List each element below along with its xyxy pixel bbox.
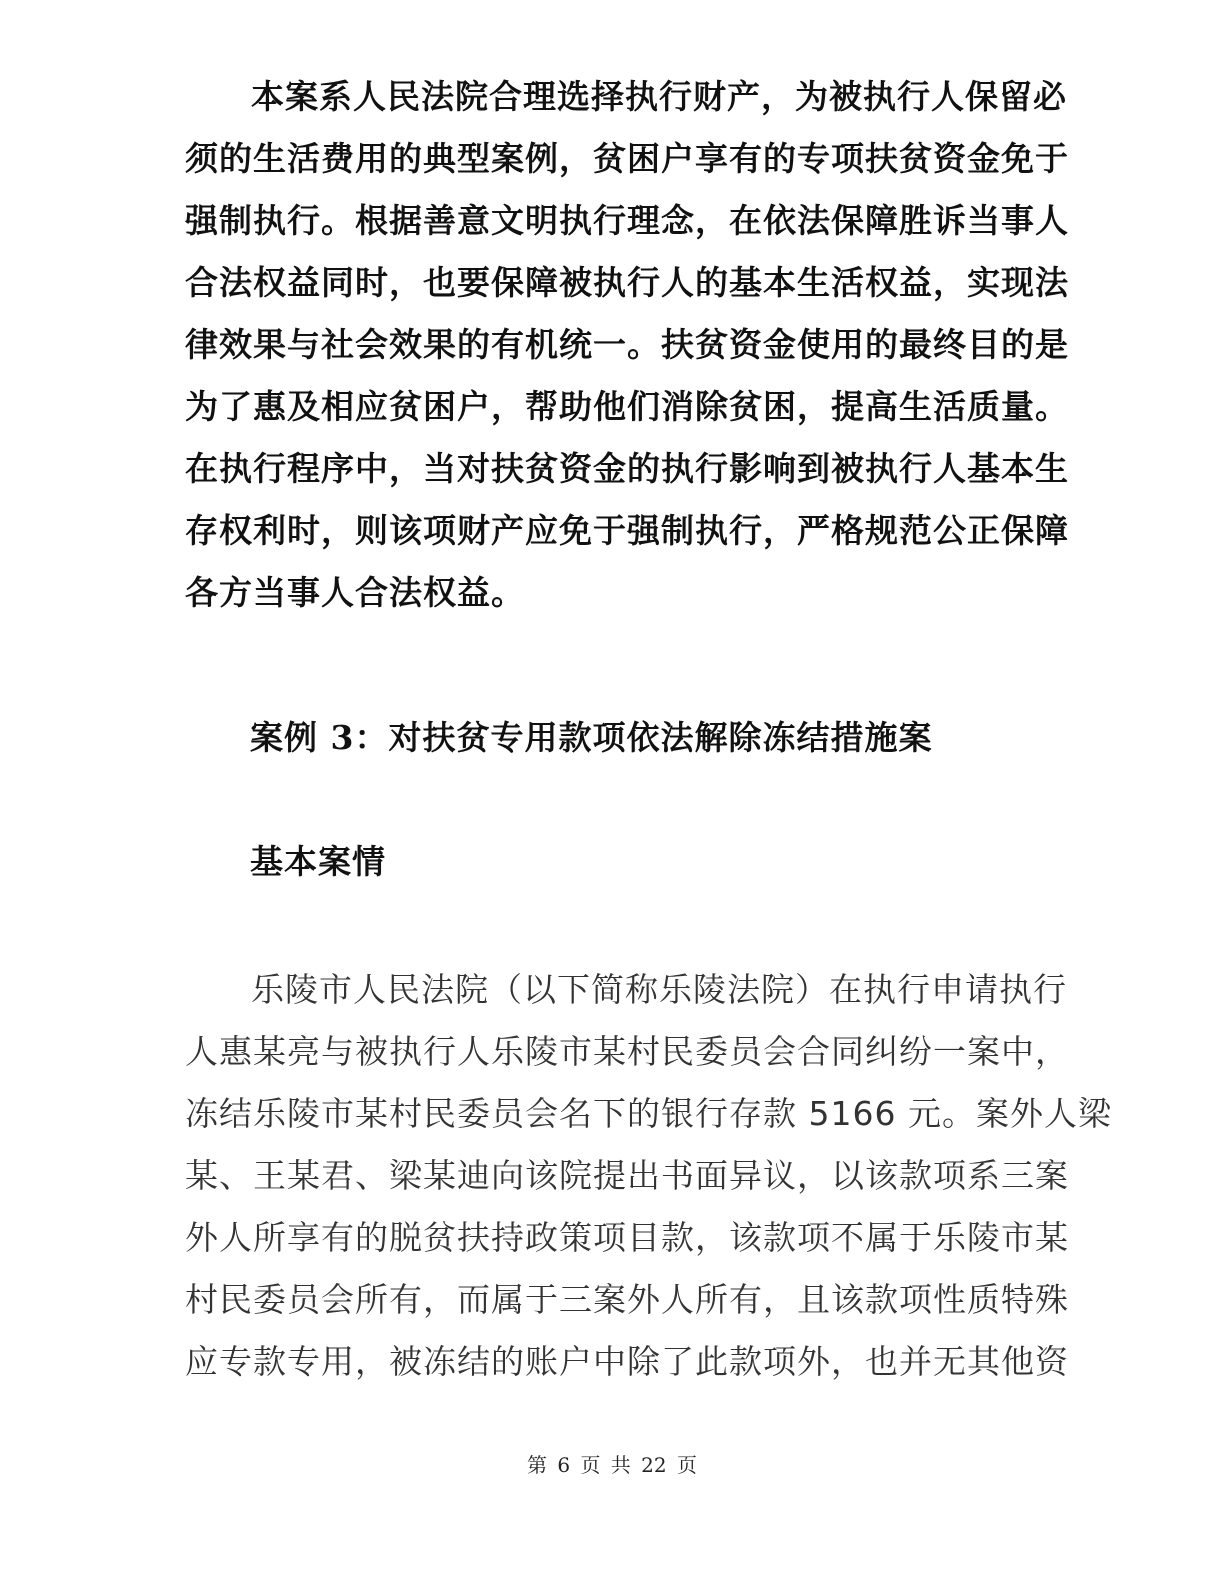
paragraph-line: 须的生活费用的典型案例，贫困户享有的专项扶贫资金免于 <box>185 139 1069 178</box>
paragraph-line: 合法权益同时，也要保障被执行人的基本生活权益，实现法 <box>185 263 1069 302</box>
paragraph-line: 本案系人民法院合理选择执行财产，为被执行人保留必 <box>251 77 1067 116</box>
paragraph-line: 外人所享有的脱贫扶持政策项目款，该款项不属于乐陵市某 <box>185 1218 1069 1257</box>
paragraph-case-facts <box>185 959 1112 1393</box>
paragraph-line: 冻结乐陵市某村民委员会名下的银行存款 5166 元。案外人梁 <box>185 1094 1112 1133</box>
paragraph-line: 某、王某君、梁某迪向该院提出书面异议，以该款项系三案 <box>185 1156 1069 1195</box>
paragraph-line: 各方当事人合法权益。 <box>185 573 525 612</box>
paragraph-line: 强制执行。根据善意文明执行理念，在依法保障胜诉当事人 <box>185 201 1069 240</box>
section-heading: 基本案情 <box>250 842 386 881</box>
paragraph-line: 在执行程序中，当对扶贫资金的执行影响到被执行人基本生 <box>185 449 1069 488</box>
page-number-footer: 第 6 页 共 22 页 <box>527 1453 697 1477</box>
case-title: 案例 3：对扶贫专用款项依法解除冻结措施案 <box>250 718 933 757</box>
paragraph-line: 人惠某亮与被执行人乐陵市某村民委员会合同纠纷一案中， <box>185 1032 1069 1071</box>
paragraph-line: 存权利时，则该项财产应免于强制执行，严格规范公正保障 <box>185 511 1069 550</box>
paragraph-line: 村民委员会所有，而属于三案外人所有，且该款项性质特殊 <box>185 1280 1069 1319</box>
paragraph-line: 乐陵市人民法院（以下简称乐陵法院）在执行申请执行 <box>251 970 1067 1009</box>
paragraph-summary <box>185 66 1069 624</box>
paragraph-line: 应专款专用，被冻结的账户中除了此款项外，也并无其他资 <box>185 1342 1069 1381</box>
paragraph-line: 为了惠及相应贫困户，帮助他们消除贫困，提高生活质量。 <box>185 387 1069 426</box>
paragraph-line: 律效果与社会效果的有机统一。扶贫资金使用的最终目的是 <box>185 325 1069 364</box>
